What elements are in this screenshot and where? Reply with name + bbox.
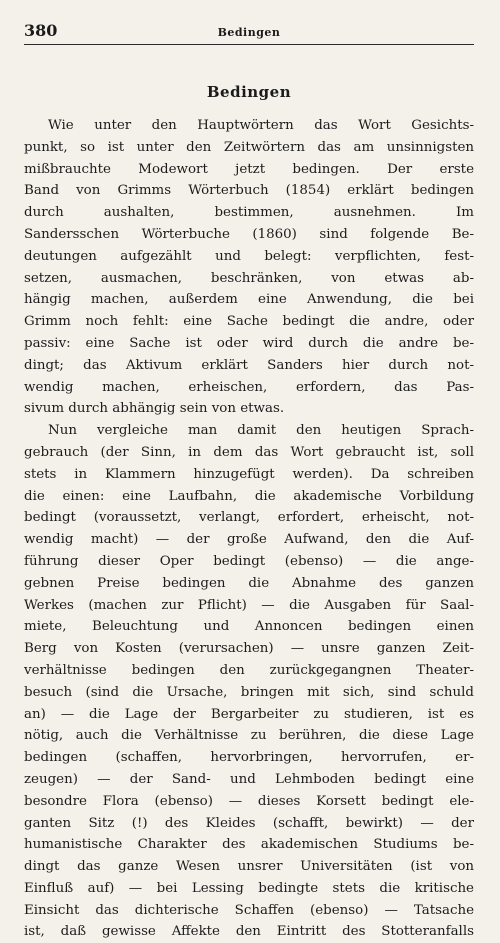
text-line: gebnen Preise bedingen die Abnahme des ganzen	[24, 575, 474, 591]
text-line: sivum durch abhängig sein von etwas.	[24, 401, 285, 417]
text-line: Berg von Kosten (verursachen) — unsre ganzen Zeit-	[24, 641, 474, 657]
text-line: ist, daß gewisse Affekte den Eintritt des Stotteranfalls	[24, 924, 474, 940]
text-line: gebrauch (der Sinn, in dem das Wort gebraucht ist, soll	[24, 444, 474, 460]
text-line: passiv: eine Sache ist oder wird durch die andre be-	[24, 335, 474, 351]
text-line: Band von Grimms Wörterbuch (1854) erklärt bedingen	[24, 183, 474, 199]
text-line: besondre Flora (ebenso) — dieses Korsett bedingt ele-	[24, 793, 474, 809]
text-line: dingt das ganze Wesen unsrer Universitäten (ist von	[24, 859, 474, 875]
text-line: setzen, ausmachen, beschränken, von etwas ab-	[24, 270, 474, 286]
text-line: stets in Klammern hinzugefügt werden). Da schreiben	[24, 466, 474, 482]
text-line: ganten Sitz (!) des Kleides (schafft, bewirkt) — der	[24, 815, 474, 831]
text-line: hängig machen, außerdem eine Anwendung, die bei	[24, 292, 474, 308]
text-line: dingt; das Aktivum erklärt Sanders hier durch not-	[24, 357, 474, 373]
text-line: führung dieser Oper bedingt (ebenso) — die ange-	[24, 553, 474, 569]
text-line: Sandersschen Wörterbuche (1860) sind folgende Be-	[24, 226, 474, 242]
running-header	[24, 22, 474, 45]
text-line: durch aushalten, bestimmen, ausnehmen. Im	[24, 205, 474, 221]
text-line: humanistische Charakter des akademischen Studiums be-	[24, 837, 474, 853]
text-line: an) — die Lage der Bergarbeiter zu studieren, ist es	[24, 706, 474, 722]
text-line: zeugen) — der Sand- und Lehmboden bedingt eine	[24, 771, 474, 787]
text-line: bedingen (schaffen, hervorbringen, hervorrufen, er-	[24, 750, 474, 766]
text-line: Nun vergleiche man damit den heutigen Sprach-	[48, 423, 474, 439]
running-title: Bedingen	[217, 26, 281, 39]
text-line: die einen: eine Laufbahn, die akademische Vorbildung	[24, 488, 474, 504]
page-number: 380	[24, 21, 58, 40]
section-heading: Bedingen	[206, 83, 292, 101]
text-line: Wie unter den Hauptwörtern das Wort Gesichts-	[48, 118, 474, 133]
text-line: besuch (sind die Ursache, bringen mit sich, sind schuld	[24, 684, 474, 700]
text-line: verhältnisse bedingen den zurückgegangnen Theater-	[24, 662, 474, 678]
text-line: mißbrauchte Modewort jetzt bedingen. Der erste	[24, 161, 474, 177]
text-line: wendig machen, erheischen, erfordern, das Pas-	[24, 379, 474, 395]
text-line: Werkes (machen zur Pflicht) — die Ausgaben für Saal-	[24, 597, 474, 613]
text-line: deutungen aufgezählt und belegt: verpflichten, fest-	[24, 248, 474, 264]
text-line: miete, Beleuchtung und Annoncen bedingen einen	[24, 619, 474, 635]
text-line: nötig, auch die Verhältnisse zu berühren, die diese Lage	[24, 728, 474, 744]
body-text	[24, 115, 474, 943]
text-line: wendig macht) — der große Aufwand, den die Auf-	[24, 532, 474, 548]
text-line: bedingt (voraussetzt, verlangt, erfordert, erheischt, not-	[24, 510, 474, 526]
text-line: punkt, so ist unter den Zeitwörtern das am unsinnigsten	[24, 139, 474, 155]
text-line: Einfluß auf) — bei Lessing bedingte stets die kritische	[24, 880, 474, 896]
text-line: Einsicht das dichterische Schaffen (ebenso) — Tatsache	[24, 902, 474, 918]
text-line: Grimm noch fehlt: eine Sache bedingt die andre, oder	[24, 314, 474, 330]
